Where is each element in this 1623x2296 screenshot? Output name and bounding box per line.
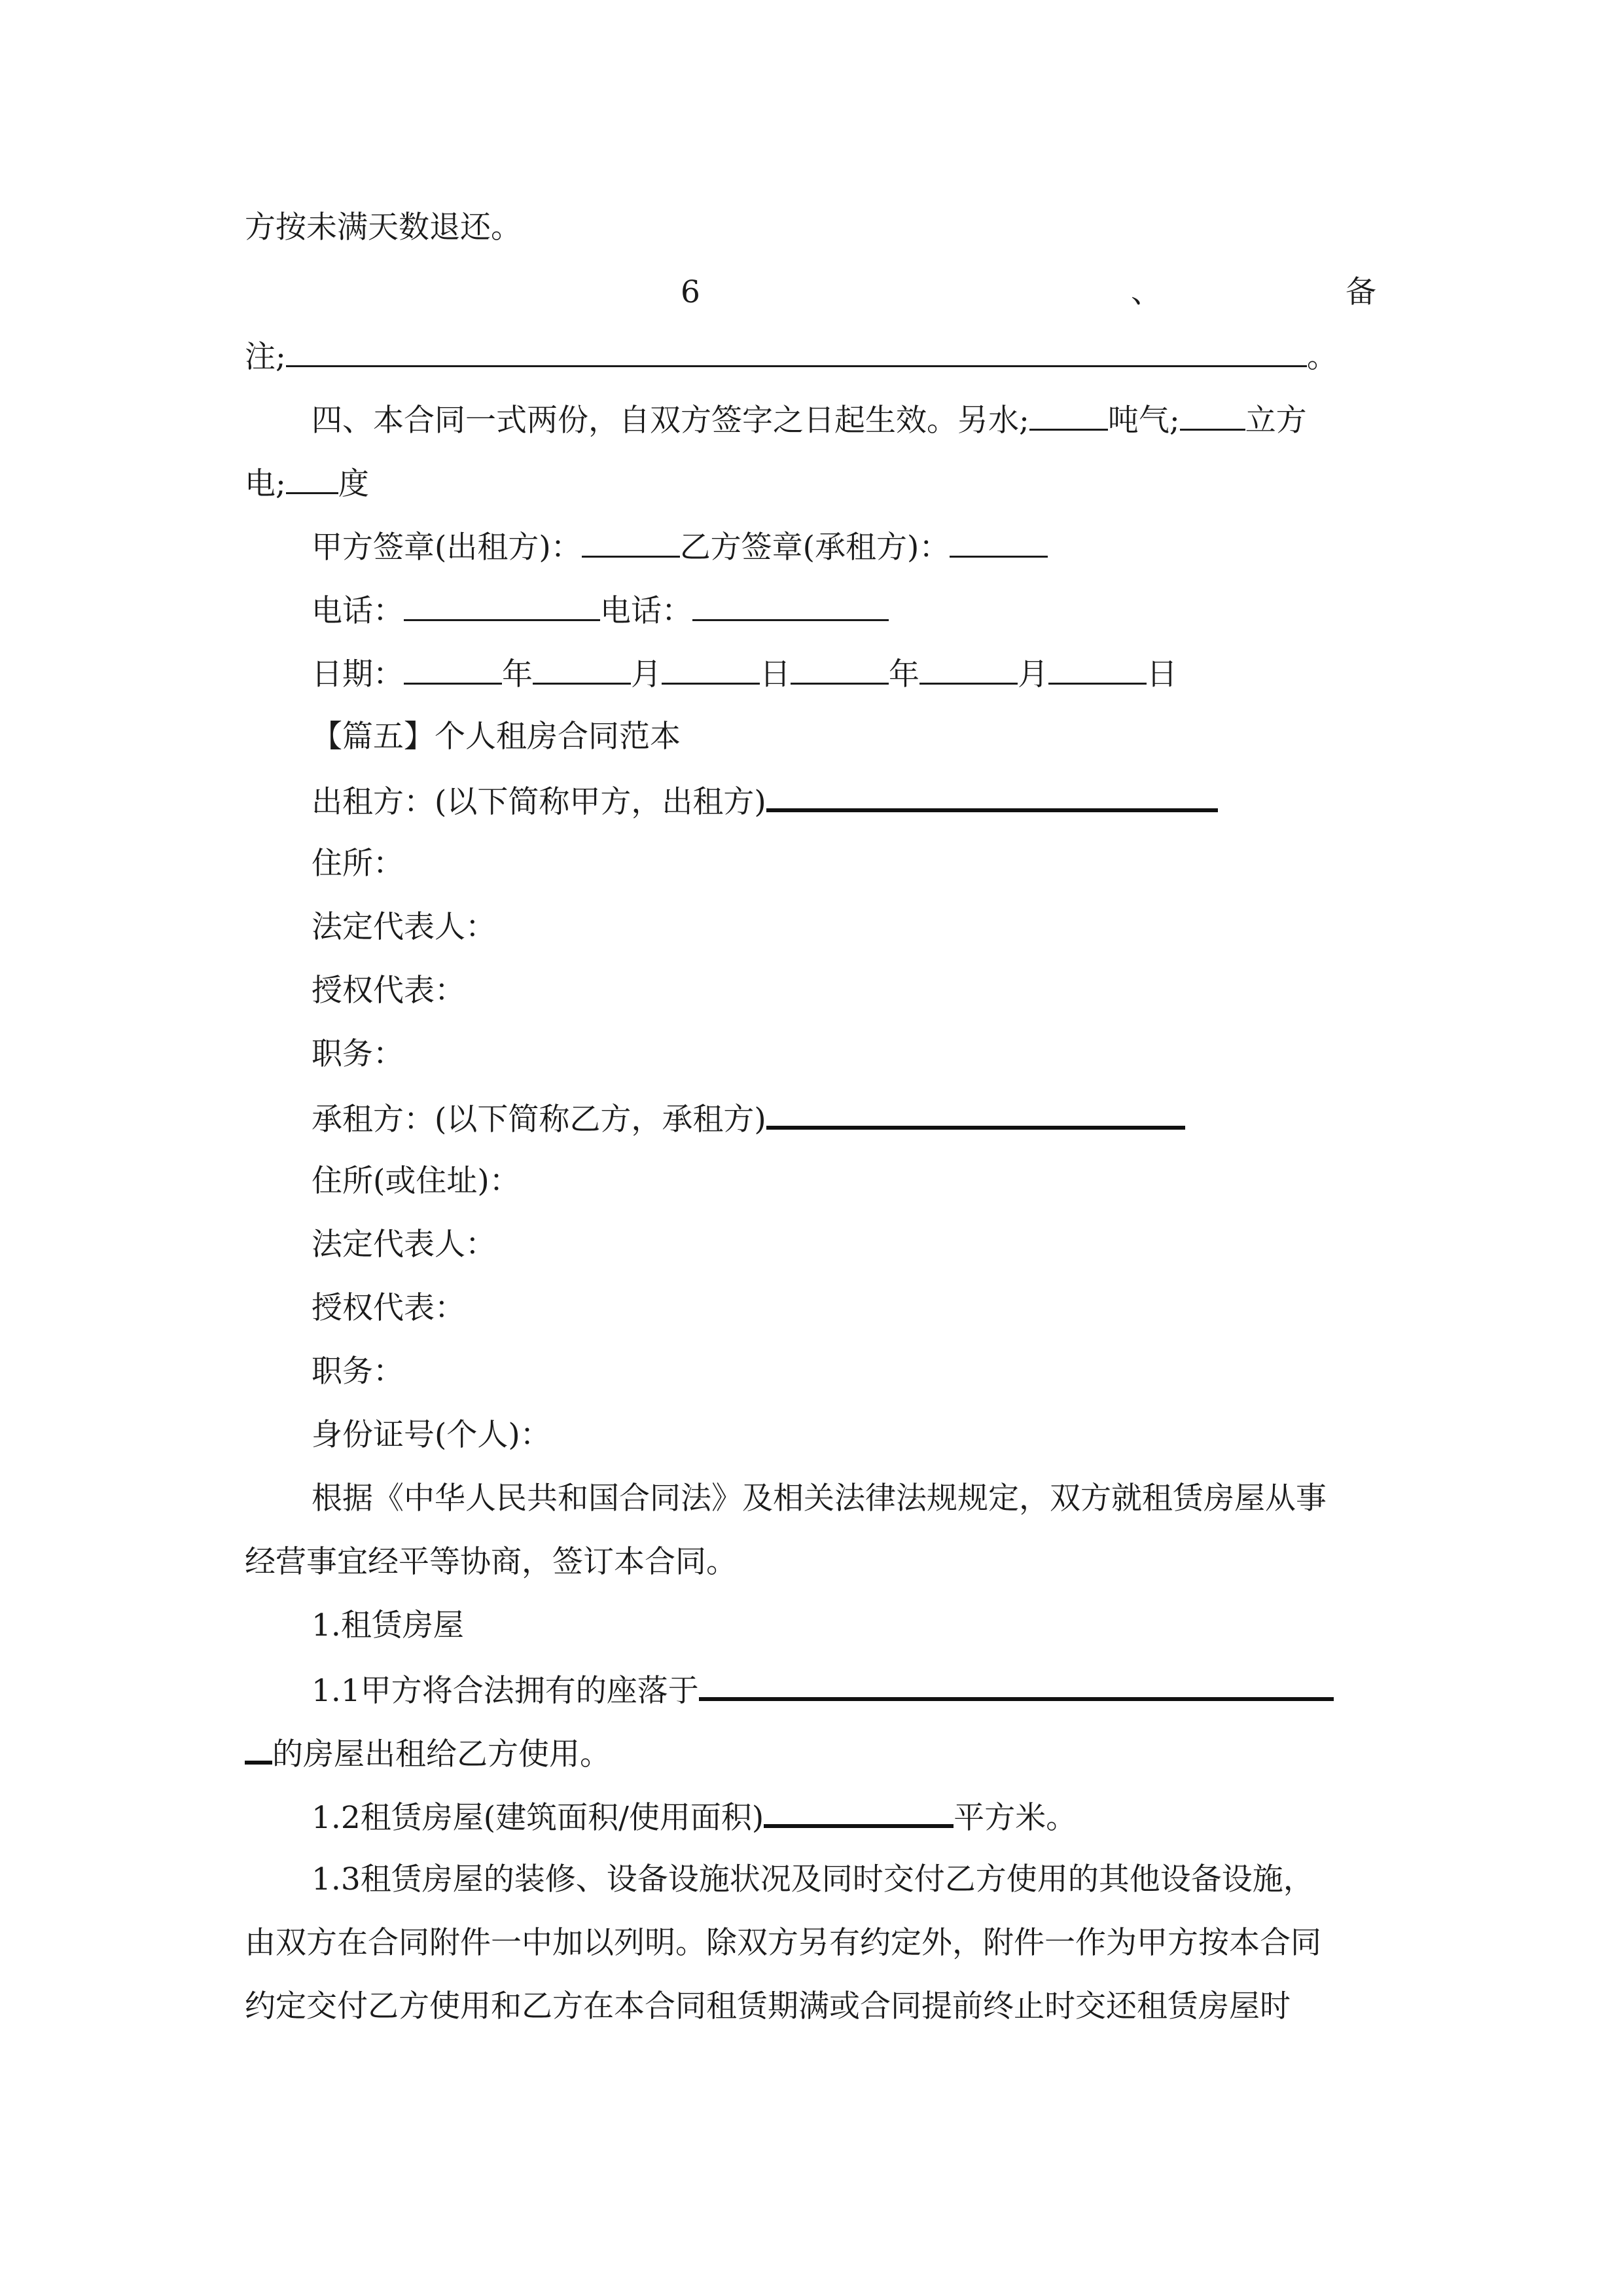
party-a-phone-blank	[404, 590, 600, 621]
gas-blank	[1180, 400, 1245, 431]
year-label: 年	[502, 656, 533, 692]
clause-four-text: 四、本合同一式两份，自双方签字之日起生效。另水;	[312, 403, 1029, 439]
date-blank	[533, 654, 631, 685]
location-blank-continued	[245, 1733, 272, 1765]
remark-blank	[286, 336, 1307, 367]
date-label: 日期：	[312, 656, 404, 692]
remark-word: 备	[1346, 274, 1376, 310]
location-label: 1.1甲方将合法拥有的座落于	[312, 1673, 699, 1709]
lessor-line	[312, 781, 1218, 822]
party-b-phone-blank	[692, 590, 889, 621]
date-blank	[1048, 654, 1147, 685]
day-label: 日	[760, 656, 791, 692]
remark-label: 注;	[245, 339, 286, 375]
date-blank	[791, 654, 889, 685]
month-label: 月	[631, 656, 662, 692]
year-label: 年	[889, 656, 919, 692]
location-blank	[699, 1670, 1334, 1701]
location-continuation	[245, 1733, 611, 1774]
water-blank	[1029, 400, 1108, 431]
party-a-phone-label: 电话：	[312, 593, 404, 629]
field-label: 职务：	[312, 1036, 404, 1072]
lessee-line	[312, 1098, 1185, 1139]
remark-end: 。	[1306, 339, 1338, 375]
electricity-blank	[286, 463, 338, 494]
section-heading: 【篇五】个人租房合同范本	[312, 719, 681, 755]
remark-line	[245, 336, 1338, 377]
day-label: 日	[1147, 656, 1177, 692]
area-label: 1.2租赁房屋(建筑面积/使用面积)	[312, 1800, 764, 1836]
party-b-signature-label: 乙方签章(承租方)：	[679, 529, 950, 565]
lessor-blank	[766, 781, 1218, 812]
paragraph-line: 经营事宜经平等协商，签订本合同。	[245, 1544, 737, 1580]
location-text: 的房屋出租给乙方使用。	[272, 1736, 611, 1772]
field-label: 授权代表：	[312, 1290, 465, 1326]
date-line	[312, 654, 1177, 694]
field-label: 住所(或住址)：	[312, 1163, 520, 1199]
paragraph-line: 方按未满天数退还。	[245, 209, 522, 245]
location-line	[312, 1670, 1334, 1711]
date-blank	[662, 654, 760, 685]
date-blank	[404, 654, 502, 685]
gas-unit: 立方	[1245, 403, 1307, 439]
signature-line	[312, 527, 1048, 567]
phone-line	[312, 590, 889, 631]
party-b-signature-blank	[950, 527, 1048, 558]
field-label: 身份证号(个人)：	[312, 1417, 551, 1453]
lessor-label: 出租方：(以下简称甲方，出租方)	[312, 784, 766, 820]
lessee-blank	[766, 1098, 1185, 1130]
field-label: 职务：	[312, 1354, 404, 1390]
party-a-signature-blank	[582, 527, 680, 558]
electricity-line	[245, 463, 369, 504]
area-unit: 平方米。	[954, 1800, 1077, 1836]
area-blank	[764, 1797, 954, 1828]
paragraph-line: 根据《中华人民共和国合同法》及相关法律法规规定，双方就租赁房屋从事	[312, 1480, 1327, 1516]
field-label: 法定代表人：	[312, 909, 496, 945]
clause-four-line	[312, 400, 1307, 440]
field-label: 授权代表：	[312, 973, 465, 1009]
item-number: 6	[681, 274, 700, 310]
month-label: 月	[1018, 656, 1048, 692]
paragraph-line: 约定交付乙方使用和乙方在本合同租赁期满或合同提前终止时交还租赁房屋时	[245, 1988, 1291, 2024]
electricity-label: 电;	[245, 466, 286, 502]
field-label: 住所：	[312, 846, 404, 882]
field-label: 法定代表人：	[312, 1227, 496, 1263]
clause-heading: 1.租赁房屋	[312, 1607, 464, 1643]
electricity-unit: 度	[338, 466, 369, 502]
paragraph-line: 由双方在合同附件一中加以列明。除双方另有约定外，附件一作为甲方按本合同	[245, 1925, 1321, 1961]
item-separator: 、	[1131, 274, 1162, 310]
paragraph-line: 1.3租赁房屋的装修、设备设施状况及同时交付乙方使用的其他设备设施，	[312, 1861, 1314, 1897]
area-line	[312, 1797, 1077, 1838]
date-blank	[919, 654, 1018, 685]
lessee-label: 承租方：(以下简称乙方，承租方)	[312, 1102, 766, 1138]
water-unit: 吨气;	[1107, 403, 1180, 439]
party-a-signature-label: 甲方签章(出租方)：	[312, 529, 582, 565]
party-b-phone-label: 电话：	[600, 593, 692, 629]
